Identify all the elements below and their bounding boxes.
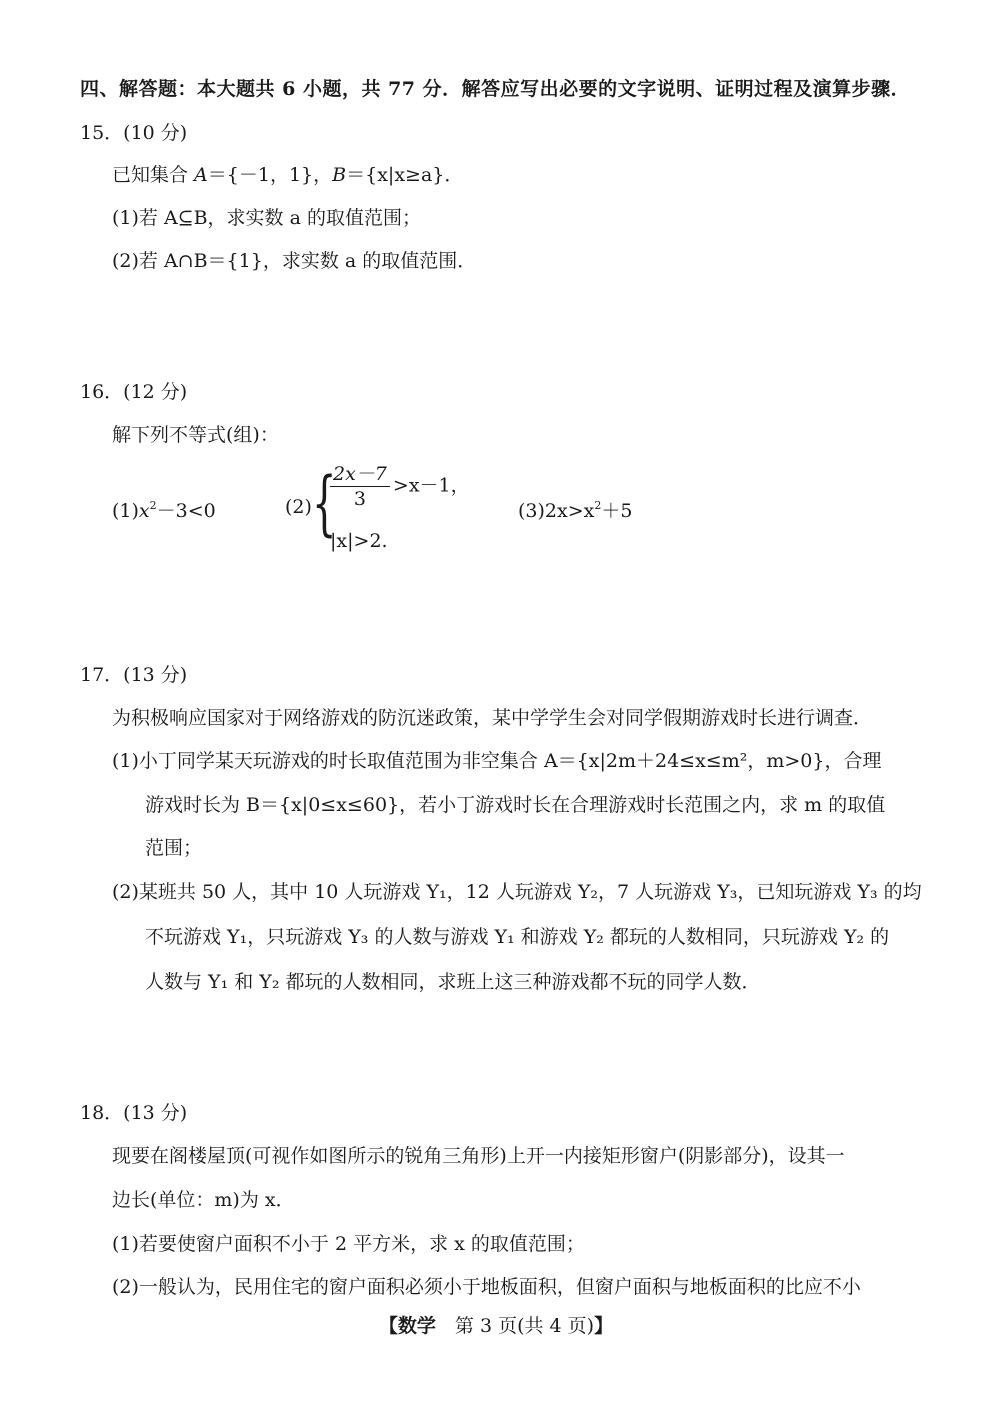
q15-stem-a: A [194, 164, 208, 186]
q16-part1-exp: 2 [149, 499, 157, 512]
q15-stem-prefix: 已知集合 [112, 164, 195, 186]
q16-part2-line1-rest: >x－1， [392, 474, 470, 497]
q15-part1: (1)若 A⊆B，求实数 a 的取值范围； [112, 207, 421, 229]
q17-part1-line2: 游戏时长为 B＝{x|0≤x≤60}，若小丁游戏时长在合理游戏时长范围之内，求 m 的取值 [145, 794, 886, 816]
section-title: 四、解答题：本大题共 6 小题，共 77 分．解答应写出必要的文字说明、证明过程及演算步骤． [80, 78, 911, 100]
q18-part1: (1)若要使窗户面积不小于 2 平方米，求 x 的取值范围； [112, 1233, 585, 1255]
q18-stem-line1: 现要在阁楼屋顶(可视作如图所示的锐角三角形)上开一内接矩形窗户(阴影部分)，设其一 [112, 1145, 845, 1167]
q15-part2: (2)若 A∩B＝{1}，求实数 a 的取值范围． [112, 250, 477, 272]
q16-part2-label: (2) [285, 496, 312, 518]
q15-stem-end: ＝{x|x≥a}． [346, 164, 464, 186]
footer-subject: 数学 [397, 1315, 436, 1337]
q16-part3-exp: 2 [594, 499, 602, 512]
q16-fraction-den: 3 [353, 488, 366, 510]
q16-fraction [330, 462, 390, 511]
q16-part2-line2: |x|>2. [330, 530, 388, 552]
q16-part1-label: (1) [112, 500, 139, 522]
q16-part3-expr: 2x>x [544, 500, 595, 522]
q17-part1-line1: (1)小丁同学某天玩游戏的时长取值范围为非空集合 A＝{x|2m＋24≤x≤m²，m>0}，合理 [112, 750, 882, 772]
q16-part2-line1 [330, 462, 470, 511]
q17-part1-line3: 范围； [145, 837, 203, 859]
q16-part1-var: x [138, 500, 150, 522]
q15-stem-b: B [332, 164, 347, 186]
q17-part2-line2: 不玩游戏 Y₁，只玩游戏 Y₃ 的人数与游戏 Y₁ 和游戏 Y₂ 都玩的人数相同，只玩游戏 Y₂ 的 [145, 926, 890, 948]
q16-header: 16．(12 分) [80, 381, 188, 403]
page-footer [0, 1311, 992, 1338]
q16-fraction-num: 2x－7 [330, 462, 390, 487]
footer-page: 第 3 页(共 4 页) [435, 1315, 595, 1337]
q16-stem: 解下列不等式(组)： [112, 424, 279, 446]
q15-header: 15．(10 分) [80, 122, 188, 144]
q15-stem-mid: ＝{－1，1}， [207, 164, 333, 186]
q18-stem-line2: 边长(单位：m)为 x． [112, 1189, 295, 1211]
q17-stem: 为积极响应国家对于网络游戏的防沉迷政策，某中学学生会对同学假期游戏时长进行调查． [112, 707, 873, 729]
q16-system-brace: { [312, 462, 337, 544]
q18-part2: (2)一般认为，民用住宅的窗户面积必须小于地板面积，但窗户面积与地板面积的比应不小 [112, 1276, 861, 1298]
q16-part1-rest: －3<0 [156, 500, 216, 522]
q17-part2-line1: (2)某班共 50 人，其中 10 人玩游戏 Y₁，12 人玩游戏 Y₂，7 人玩游戏 Y₃，已知玩游戏 Y₃ 的均 [112, 881, 922, 903]
footer-close: 】 [594, 1315, 614, 1337]
q15-stem [112, 160, 463, 187]
q16-part3 [518, 496, 632, 523]
q17-part2-line3: 人数与 Y₁ 和 Y₂ 都玩的人数相同，求班上这三种游戏都不玩的同学人数． [145, 971, 761, 993]
q17-header: 17．(13 分) [80, 664, 188, 686]
q16-part3-label: (3) [518, 500, 545, 522]
q16-part3-rest: ＋5 [601, 500, 633, 522]
q18-header: 18．(13 分) [80, 1102, 188, 1124]
footer-open: 【 [378, 1315, 398, 1337]
q16-part1 [112, 496, 216, 523]
